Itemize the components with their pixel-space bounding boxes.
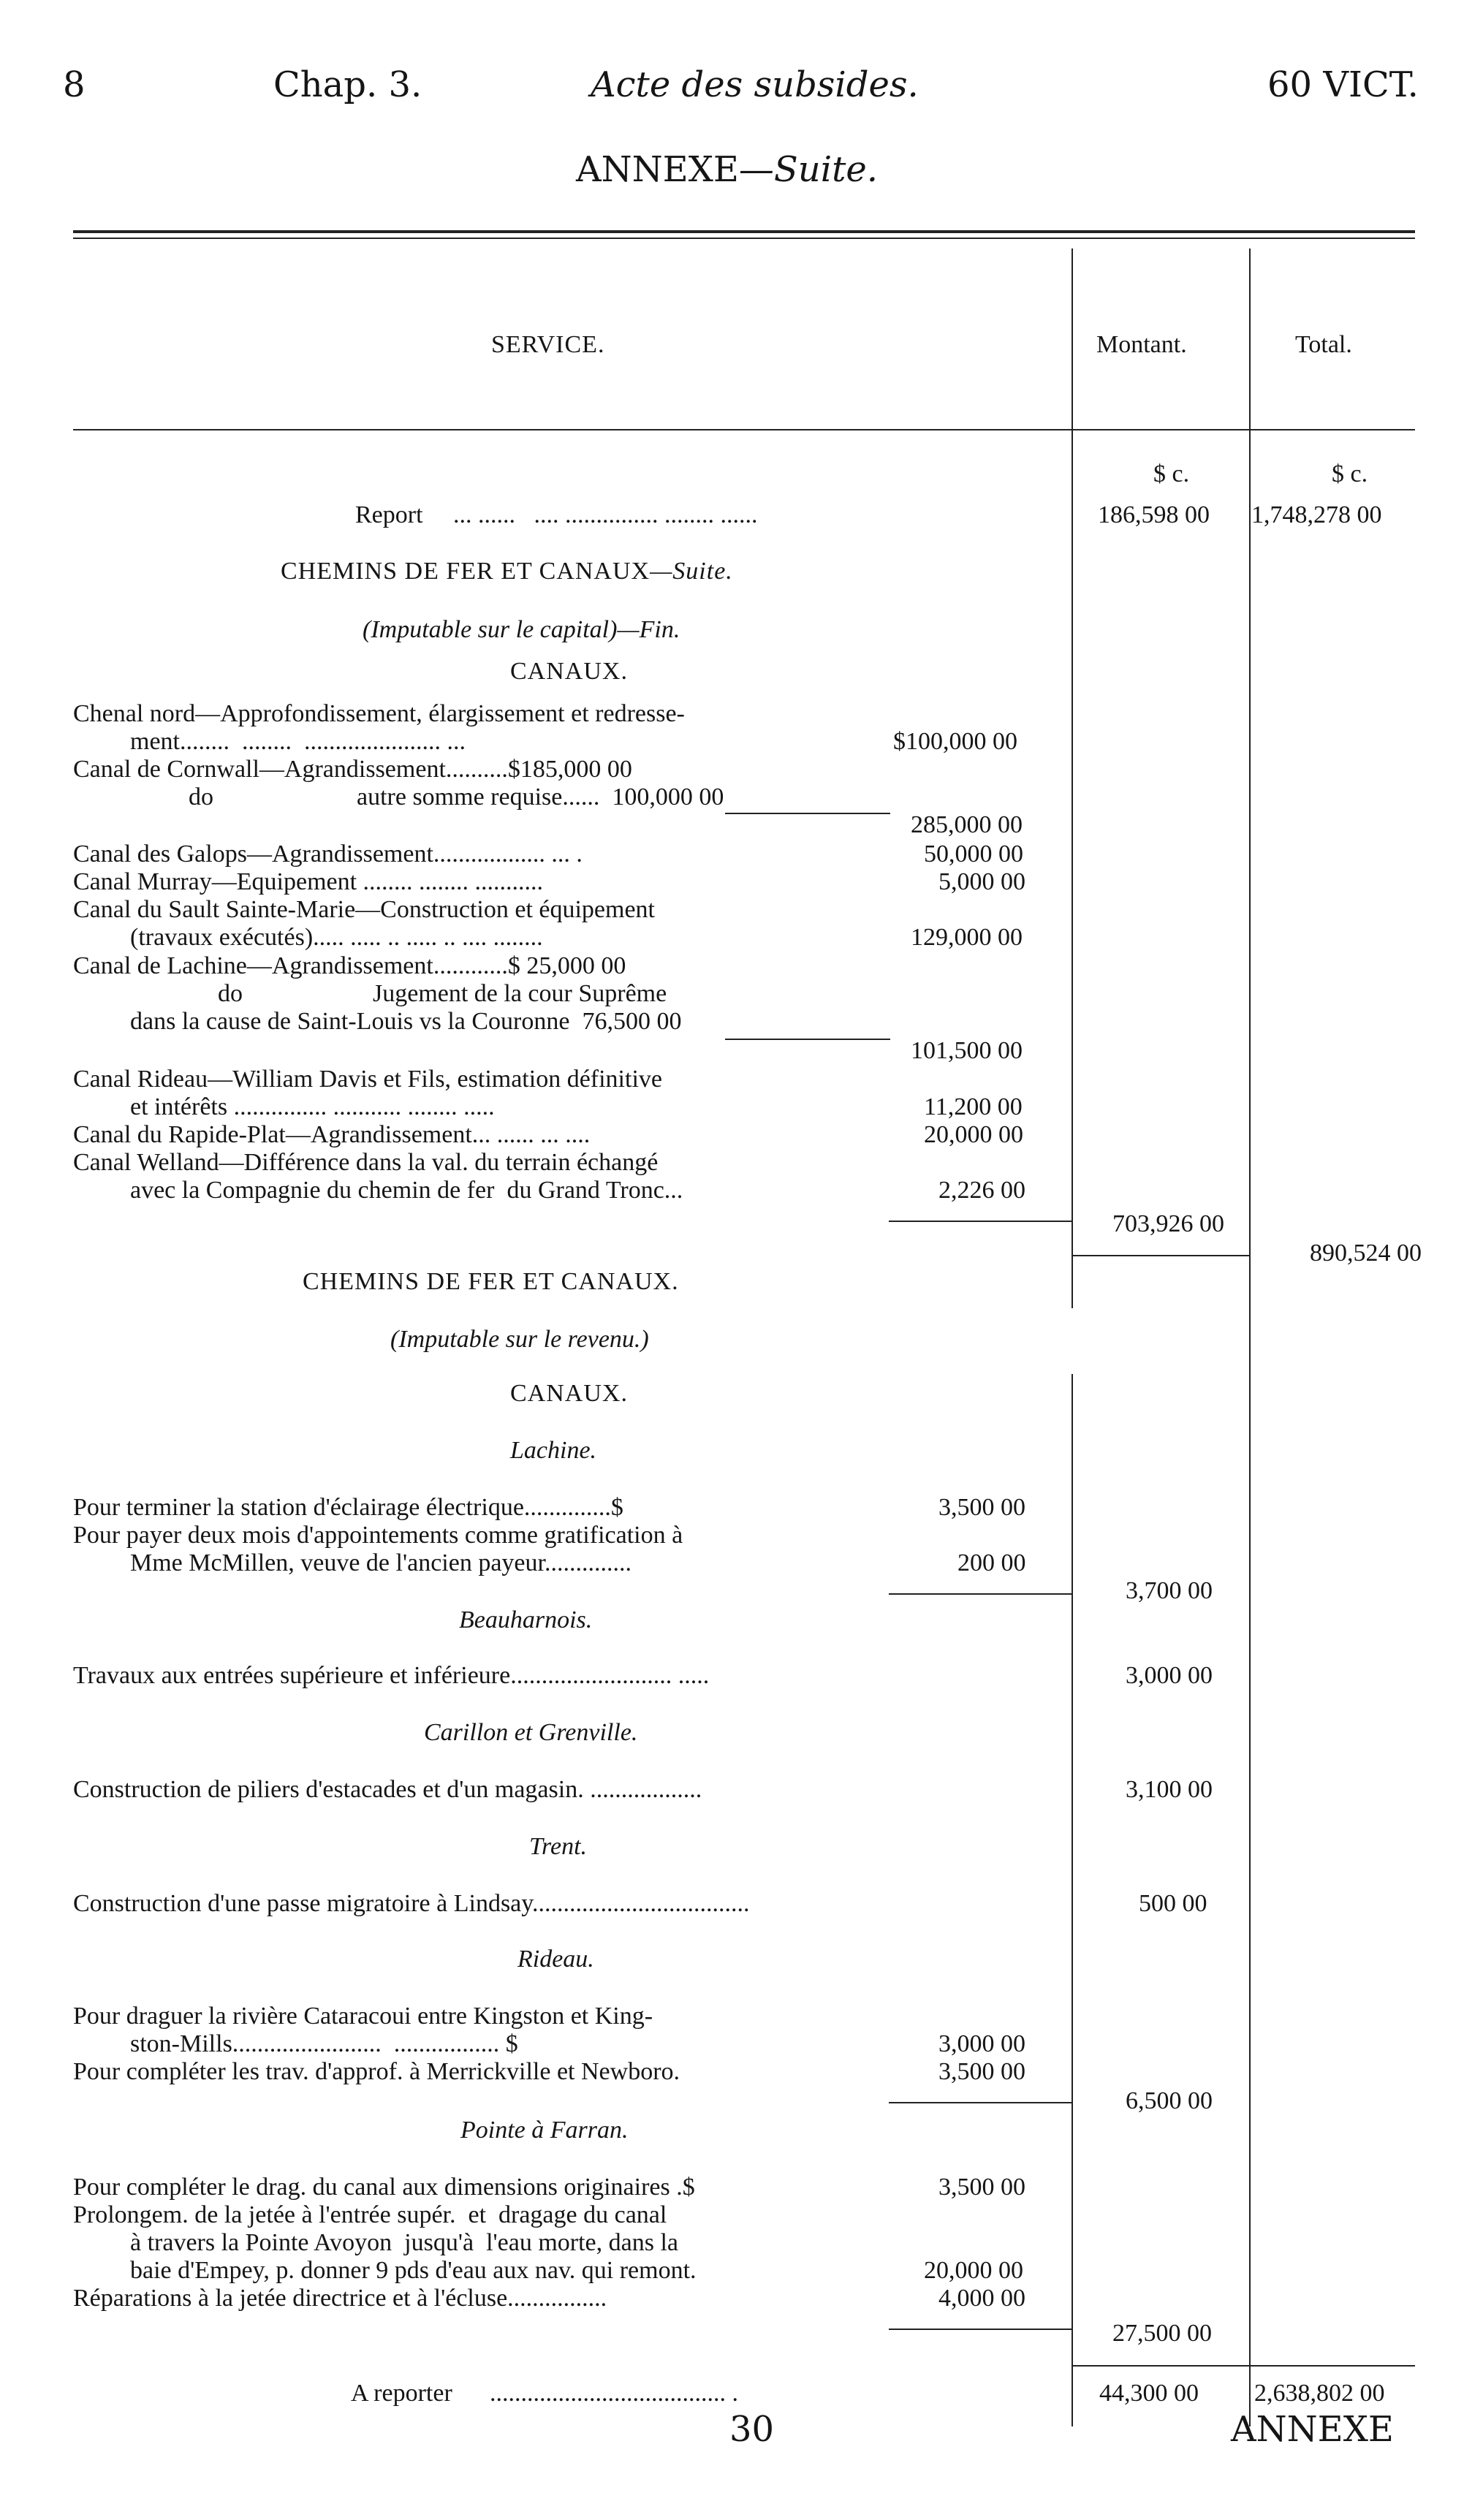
trent-total: 500 00: [1139, 1890, 1207, 1917]
section1-title-suffix: —Suite.: [650, 558, 733, 585]
welland-line-1: Canal Welland—Différence dans la val. du terrain échangé: [73, 1149, 659, 1176]
column-divider-right: [1249, 248, 1251, 2426]
farran-heading: Pointe à Farran.: [460, 2117, 629, 2144]
cornwall-line-1: Canal de Cornwall—Agrandissement..........$185,000 00: [73, 756, 632, 783]
lachine-r-line-1: Pour terminer la station d'éclairage électrique..............$: [73, 1494, 623, 1521]
chenal-line-1: Chenal nord—Approfondissement, élargissement et redresse-: [73, 700, 685, 727]
lachine-sum-rule: [725, 1039, 890, 1040]
farran-amount-2: 20,000 00: [924, 2257, 1023, 2284]
farran-rule: [889, 2329, 1072, 2330]
currency-total: $ c.: [1332, 460, 1368, 487]
rideau-r-line-3: Pour compléter les trav. d'approf. à Merrickville et Newboro.: [73, 2058, 680, 2085]
sault-line-1: Canal du Sault Sainte-Marie—Construction et équipement: [73, 896, 655, 923]
beauharnois-line: Travaux aux entrées supérieure et inférieure.......................... .....: [73, 1662, 710, 1689]
rideau-r-heading: Rideau.: [517, 1946, 594, 1973]
section2-heading: CANAUX.: [510, 1380, 628, 1407]
farran-line-1: Pour compléter le drag. du canal aux dimensions originaires .$: [73, 2174, 695, 2201]
beauharnois-total: 3,000 00: [1126, 1662, 1213, 1689]
chenal-amount: $100,000 00: [893, 728, 1017, 755]
lachine-r-amount-1: 3,500 00: [938, 1494, 1025, 1521]
carry-forward-label: A reporter: [351, 2380, 452, 2407]
rideau-amount: 11,200 00: [924, 1093, 1023, 1120]
currency-montant: $ c.: [1153, 460, 1190, 487]
cornwall-do: do: [189, 783, 213, 811]
carry-forward-leader: ...................................... .: [490, 2380, 738, 2407]
report-label: Report: [355, 501, 423, 528]
rapide-line: Canal du Rapide-Plat—Agrandissement... ...... ... ....: [73, 1121, 591, 1148]
murray-amount: 5,000 00: [938, 868, 1025, 895]
farran-line-3: à travers la Pointe Avoyon jusqu'à l'eau morte, dans la: [130, 2229, 678, 2256]
annex-title-suffix: —Suite.: [738, 149, 879, 190]
rideau-r-total: 6,500 00: [1126, 2087, 1213, 2114]
farran-line-5: Réparations à la jetée directrice et à l'écluse................: [73, 2285, 607, 2312]
rideau-r-line-2: ston-Mills........................ ................. $: [130, 2030, 518, 2057]
footer-rule: [1072, 2365, 1415, 2367]
chapter-label: Chap. 3.: [273, 64, 422, 105]
section1-title-main: CHEMINS DE FER ET CANAUX: [281, 558, 651, 585]
section1-heading: CANAUX.: [510, 658, 628, 685]
regnal-year: 60 VICT.: [1267, 64, 1419, 105]
section2-title: CHEMINS DE FER ET CANAUX.: [303, 1268, 679, 1295]
rideau-line-1: Canal Rideau—William Davis et Fils, estimation définitive: [73, 1066, 662, 1093]
top-rule-2: [73, 238, 1415, 239]
column-divider-left-upper: [1072, 248, 1073, 1308]
page-number: 8: [63, 64, 86, 105]
lachine-line-1: Canal de Lachine—Agrandissement............$ 25,000 00: [73, 952, 626, 979]
service-header: SERVICE.: [491, 331, 605, 358]
section1-montant-rule: [1072, 1255, 1249, 1256]
header-bottom-rule: [73, 429, 1415, 430]
galops-amount: 50,000 00: [924, 840, 1023, 868]
murray-line: Canal Murray—Equipement ........ ........ ...........: [73, 868, 544, 895]
farran-line-2: Prolongem. de la jetée à l'entrée supér. et dragage du canal: [73, 2201, 667, 2228]
cornwall-line-2: autre somme requise...... 100,000 00: [357, 783, 724, 811]
sault-amount: 129,000 00: [911, 924, 1023, 951]
column-divider-left-lower: [1072, 1374, 1073, 2426]
page-footer-number: 30: [729, 2409, 775, 2450]
rideau-r-amount-2: 3,500 00: [938, 2058, 1025, 2085]
section1-subtitle: (Imputable sur le capital)—Fin.: [363, 616, 680, 643]
annex-title-main: ANNEXE: [576, 149, 739, 190]
carillon-heading: Carillon et Grenville.: [424, 1719, 638, 1746]
rideau-line-2: et intérêts ............... ........... ........ .....: [130, 1093, 495, 1120]
cornwall-sum-rule: [725, 813, 890, 814]
lachine-line-3: dans la cause de Saint-Louis vs la Couronne 76,500 00: [130, 1008, 682, 1035]
farran-amount-1: 3,500 00: [938, 2174, 1025, 2201]
carry-forward-montant: 44,300 00: [1099, 2380, 1199, 2407]
lachine-r-line-3: Mme McMillen, veuve de l'ancien payeur..............: [130, 1549, 631, 1576]
farran-line-4: baie d'Empey, p. donner 9 pds d'eau aux nav. qui remont.: [130, 2257, 697, 2284]
total-header: Total.: [1295, 331, 1352, 358]
catchword: ANNEXE: [1231, 2409, 1394, 2450]
lachine-r-amount-2: 200 00: [957, 1549, 1026, 1576]
sault-line-2: (travaux exécutés)..... ..... .. ..... .. .... ........: [130, 924, 543, 951]
section2-subtitle: (Imputable sur le revenu.): [390, 1326, 649, 1353]
lachine-r-rule: [889, 1593, 1072, 1595]
lachine-line-2: Jugement de la cour Suprême: [373, 980, 667, 1007]
cornwall-sum: 285,000 00: [911, 811, 1023, 838]
trent-heading: Trent.: [529, 1833, 588, 1860]
rideau-r-line-1: Pour draguer la rivière Cataracoui entre Kingston et King-: [73, 2003, 653, 2030]
report-total: 1,748,278 00: [1251, 501, 1382, 528]
carillon-total: 3,100 00: [1126, 1776, 1213, 1803]
welland-line-2: avec la Compagnie du chemin de fer du Grand Tronc...: [130, 1177, 683, 1204]
rapide-amount: 20,000 00: [924, 1121, 1023, 1148]
section1-title: [281, 559, 733, 584]
beauharnois-heading: Beauharnois.: [459, 1606, 593, 1633]
rideau-r-amount-1: 3,000 00: [938, 2030, 1025, 2057]
farran-amount-3: 4,000 00: [938, 2285, 1025, 2312]
chenal-line-2: ment........ ........ ...................... ...: [130, 728, 466, 755]
annex-title: [576, 149, 879, 190]
section1-items-rule: [889, 1221, 1072, 1222]
act-title: Acte des subsides.: [591, 64, 919, 105]
rideau-r-rule: [889, 2102, 1072, 2103]
farran-total: 27,500 00: [1112, 2320, 1212, 2347]
lachine-heading: Lachine.: [510, 1437, 597, 1464]
lachine-r-line-2: Pour payer deux mois d'appointements comme gratification à: [73, 1522, 683, 1549]
trent-line: Construction d'une passe migratoire à Lindsay...................................: [73, 1890, 750, 1917]
report-montant: 186,598 00: [1098, 501, 1210, 528]
carillon-line: Construction de piliers d'estacades et d'un magasin. ..................: [73, 1776, 702, 1803]
lachine-sum: 101,500 00: [911, 1037, 1023, 1064]
section1-montant-total: 703,926 00: [1112, 1210, 1224, 1237]
welland-amount: 2,226 00: [938, 1177, 1025, 1204]
lachine-do: do: [218, 980, 243, 1007]
carry-forward-total: 2,638,802 00: [1254, 2380, 1385, 2407]
montant-header: Montant.: [1096, 331, 1187, 358]
top-rule-1: [73, 230, 1415, 233]
section1-grand-total: 890,524 00: [1310, 1240, 1422, 1267]
report-leader: ... ...... .... ............... ........ ......: [453, 501, 758, 528]
galops-line: Canal des Galops—Agrandissement.................. ... .: [73, 840, 583, 868]
lachine-r-total: 3,700 00: [1126, 1577, 1213, 1604]
